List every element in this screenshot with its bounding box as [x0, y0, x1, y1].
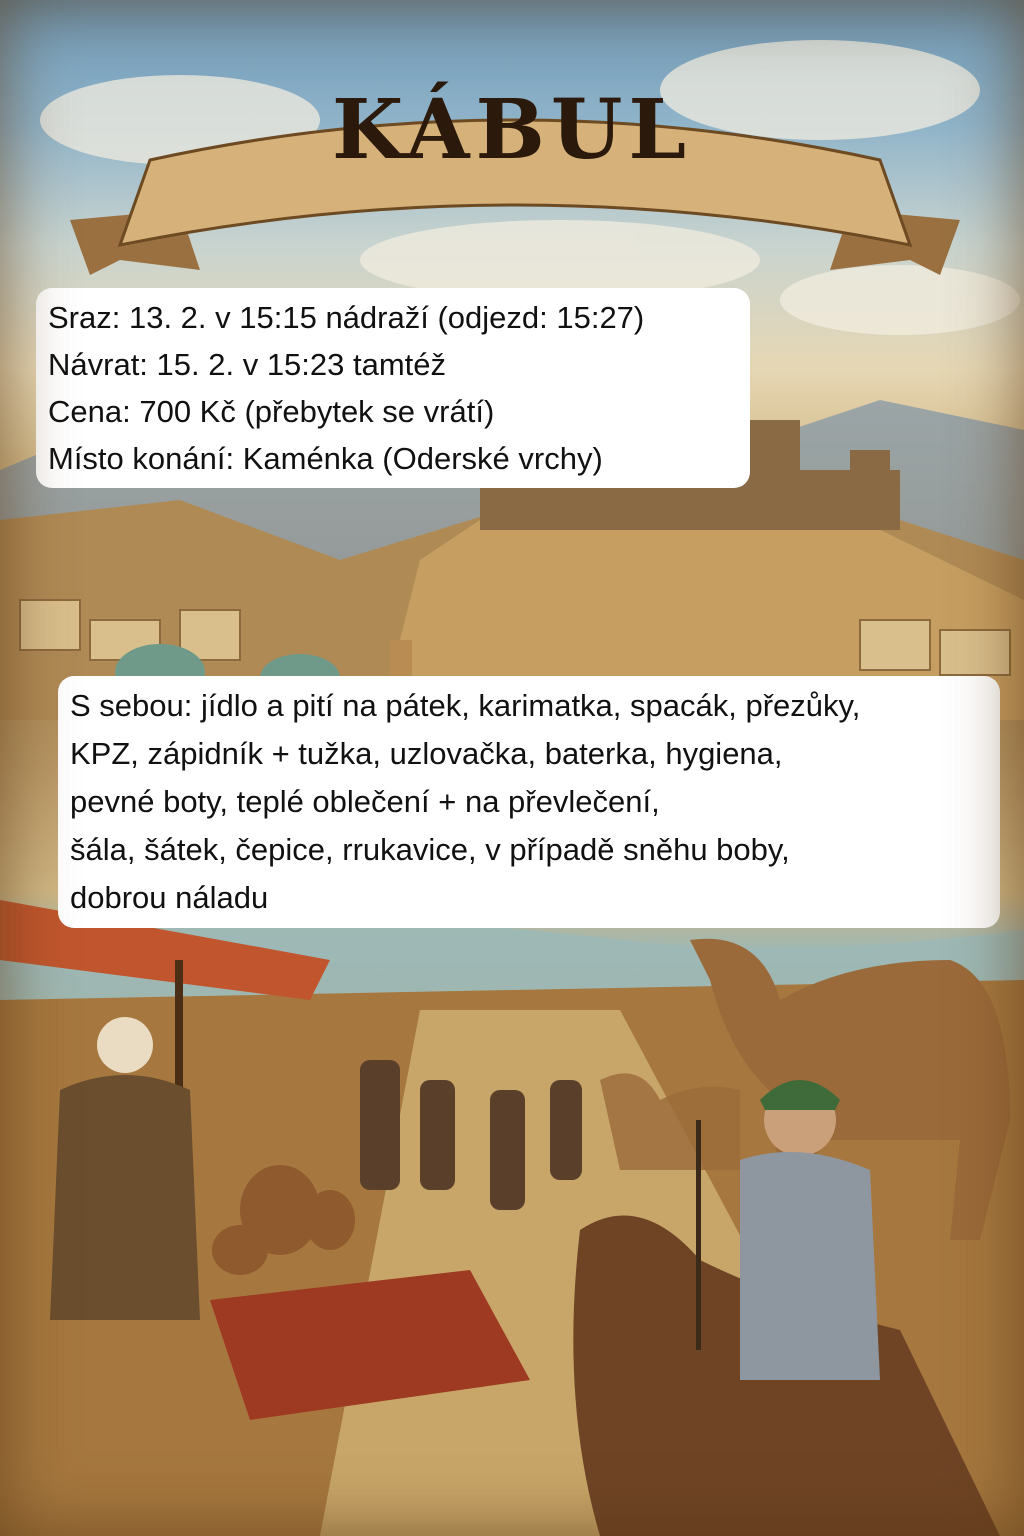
page-title: KÁBUL [331, 82, 693, 178]
packing-line: dobrou náladu [70, 880, 269, 915]
packing-line: pevné boty, teplé oblečení + na převlečení, [70, 784, 660, 819]
return-info: Návrat: 15. 2. v 15:23 tamtéž [48, 347, 447, 382]
location-info: Místo konání: Kaménka (Oderské vrchy) [48, 441, 603, 476]
meeting-info: Sraz: 13. 2. v 15:15 nádraží (odjezd: 15:27) [48, 300, 645, 335]
packing-line: KPZ, zápidník + tužka, uzlovačka, baterka, hygiena, [70, 736, 783, 771]
packing-list-card [58, 676, 1000, 928]
price-info: Cena: 700 Kč (přebytek se vrátí) [48, 394, 495, 429]
event-info-card [36, 288, 750, 488]
packing-line: šála, šátek, čepice, rrukavice, v případě sněhu boby, [70, 832, 790, 867]
packing-line: S sebou: jídlo a pití na pátek, karimatka, spacák, přezůky, [70, 688, 861, 723]
